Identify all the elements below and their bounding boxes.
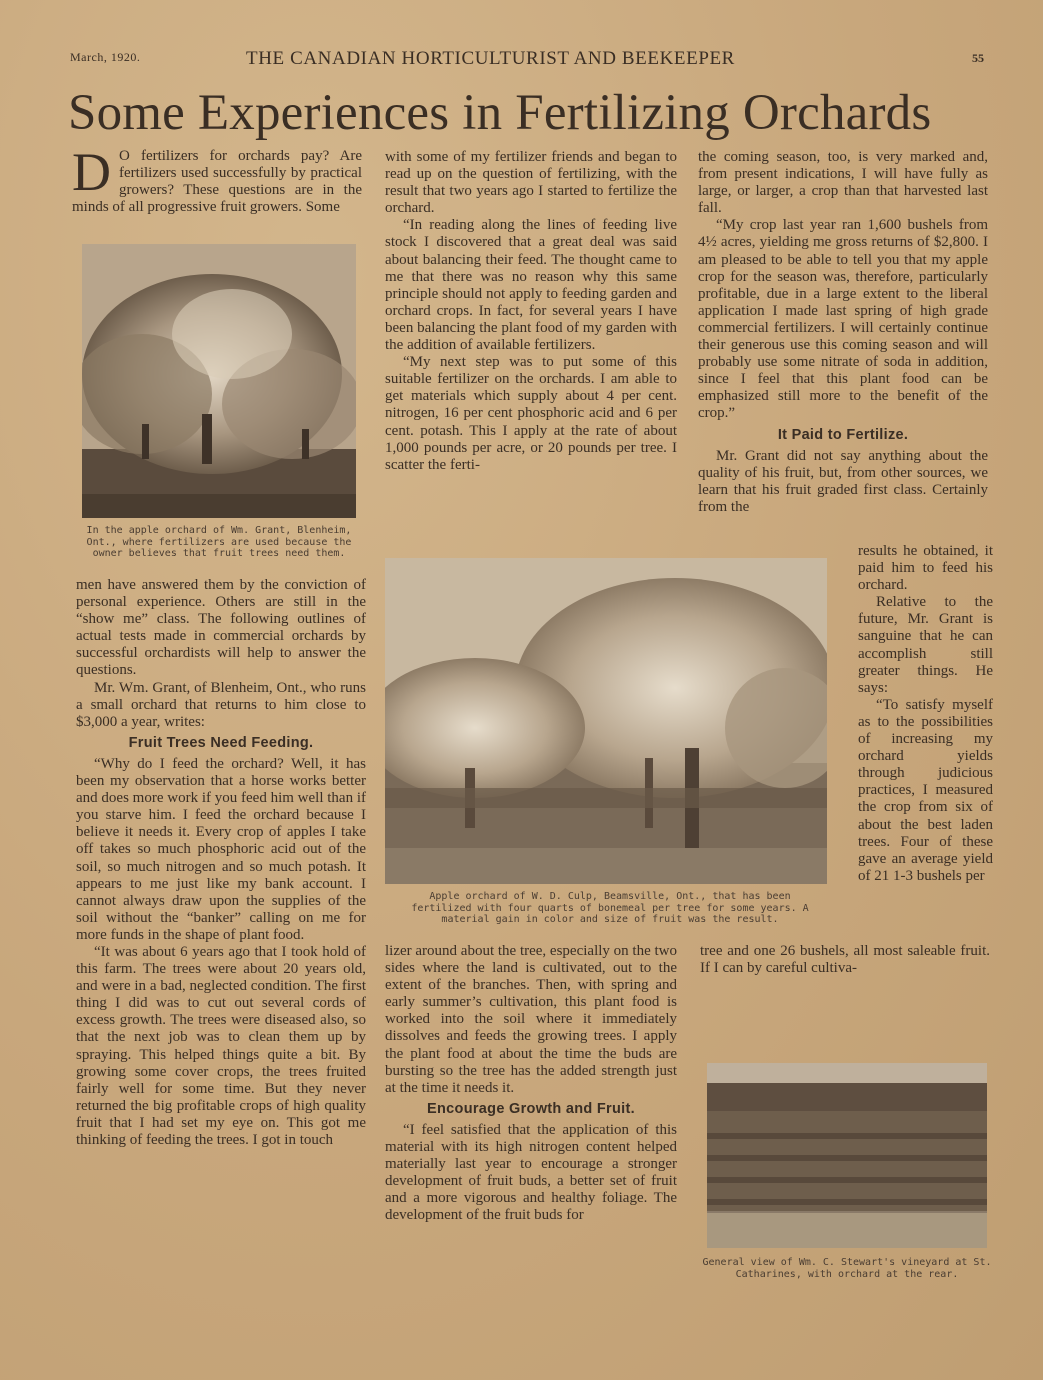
journal-title: THE CANADIAN HORTICULTURIST AND BEEKEEPER: [246, 48, 735, 69]
drop-cap: D: [72, 142, 111, 202]
column-1-body: [76, 577, 366, 1149]
column-2-bottom: [385, 943, 677, 1225]
paragraph: Mr. Grant did not say anything about the quality of his fruit, but, from other sources, we learn that his fruit graded first class. Certainly from the: [698, 447, 988, 515]
paragraph: “To satisfy myself as to the possibilities of increasing my orchard yields through judicious practices, I measured the crop from six of about the best laden trees. Four of these gave an average yield of 21 1-3 bushels per: [858, 696, 993, 884]
column-2-top: [385, 149, 677, 474]
paragraph: the coming season, too, is very marked and, from present indications, I will have fully as large, or larger, a crop than that harvested last fall.: [698, 149, 988, 217]
subheading-encourage-growth: Encourage Growth and Fruit.: [427, 1100, 635, 1117]
orchard-photo-culp: [385, 558, 827, 884]
intro-text: O fertilizers for orchards pay? Are fertilizers used successfully by practical growers? These questions are in the minds of all progressive fruit growers. Some: [72, 148, 362, 216]
paragraph: “I feel satisfied that the application of this material with its high nitrogen content helped materially last year to encourage a stronger development of fruit buds, a better set of fruit and a more vigorous and healthy foliage. The development of the fruit buds for: [385, 1121, 677, 1224]
paragraph: lizer around about the tree, especially on the two sides where the land is cultivated, out to the extent of the branches. Then, with spring and early summer’s cultivation, this plant food is worked into the soil where it immediately dissolves and feeds the growing trees. I apply the plant food at about the time the buds are bursting so the tree has the added strength just at the time it needs it.: [385, 943, 677, 1096]
vineyard-photo-stewart: [707, 1063, 987, 1248]
paragraph: “It was about 6 years ago that I took hold of this farm. The trees were about 20 years old, and were in a bad, neglected condition. The first thing I did was to cut out several cords of excess growth. The trees were diseased also, so that the next job was to clean them up by spraying. This helped things quite a bit. By growing some cover crops, the trees fruited fairly well for some time. But they never returned the big profitable crops of high quality fruit that I had set my eye on. This got me thinking of feeding the trees. I got in touch: [76, 943, 366, 1148]
running-head: [0, 48, 1043, 72]
subheading-it-paid-to-fertilize: It Paid to Fertilize.: [777, 426, 909, 443]
paragraph: Mr. Wm. Grant, of Blenheim, Ont., who runs a small orchard that returns to him close to $3,000 a year, writes:: [76, 679, 366, 730]
intro-paragraph: [72, 142, 362, 216]
paragraph: tree and one 26 bushels, all most saleable fruit. If I can by careful cultiva-: [700, 943, 990, 977]
column-3-narrow: [858, 543, 993, 885]
subheading-fruit-trees-need-feeding: Fruit Trees Need Feeding.: [128, 734, 314, 751]
photo-caption-grant: In the apple orchard of Wm. Grant, Blenheim, Ont., where fertilizers are used because the owner believes that fruit trees need them.: [86, 525, 352, 559]
paragraph: “My crop last year ran 1,600 bushels from 4½ acres, yielding me gross returns of $2,800. I am pleased to be able to tell you that my apple crop for the season was, therefore, particularly profitable, due in a large extent to the liberal application I made last spring of high grade commercial fertilizers. I will certainly continue their generous use this coming season and will probably use some nitrate of soda in addition, since I feel that this plant food can be emphasized still more to the benefit of the crop.”: [698, 217, 988, 422]
paragraph: Relative to the future, Mr. Grant is sanguine that he can accomplish still greater things. He says:: [858, 594, 993, 696]
column-3-top: [698, 149, 988, 516]
photo-caption-culp: Apple orchard of W. D. Culp, Beamsville, Ont., that has been fertilized with four quarts of bonemeal per tree for some years. A material gain in color and size of fruit was the result.: [411, 891, 809, 925]
paragraph: results he obtained, it paid him to feed his orchard.: [858, 543, 993, 594]
column-3-continuation: [700, 943, 990, 977]
issue-date: March, 1920.: [70, 50, 141, 64]
paragraph: “Why do I feed the orchard? Well, it has been my observation that a horse works better and does more work if you feed him well than if you starve him. I feed the orchard because I believe it needs it. Every crop of apples I take off takes so much phosphoric acid out of the soil, so much nitrogen and so much potash. It appears to me just like my bank account. I cannot always draw upon the supplies of the soil without the “banker” calling on me for more funds in the shape of plant food.: [76, 755, 366, 943]
paragraph: with some of my fertilizer friends and began to read up on the question of fertilizing, with the result that two years ago I started to fertilize the orchard.: [385, 149, 677, 217]
paragraph: “My next step was to put some of this suitable fertilizer on the orchards. I am able to get materials which supply about 4 per cent. nitrogen, 16 per cent phosphoric acid and 6 per cent. potash. This I apply at the rate of about 1,000 pounds per acre, or 20 pounds per tree. I scatter the ferti-: [385, 354, 677, 473]
photo-caption-stewart: General view of Wm. C. Stewart's vineyard at St. Catharines, with orchard at the rear.: [702, 1257, 992, 1280]
orchard-photo-grant: [82, 244, 356, 518]
paragraph: “In reading along the lines of feeding live stock I discovered that a great deal was said about balancing their feed. The thought came to me that there was no reason why this same principle should not apply to feeding garden and orchard crops. In fact, for several years I have been balancing the plant food of my garden with the addition of available fertilizers.: [385, 217, 677, 354]
paragraph: men have answered them by the conviction of personal experience. Others are still in the “show me” class. The following outlines of actual tests made in commercial orchards by successful orchardists will help to answer the questions.: [76, 577, 366, 679]
page-number: 55: [972, 51, 984, 65]
article-headline: Some Experiences in Fertilizing Orchards: [68, 85, 932, 141]
